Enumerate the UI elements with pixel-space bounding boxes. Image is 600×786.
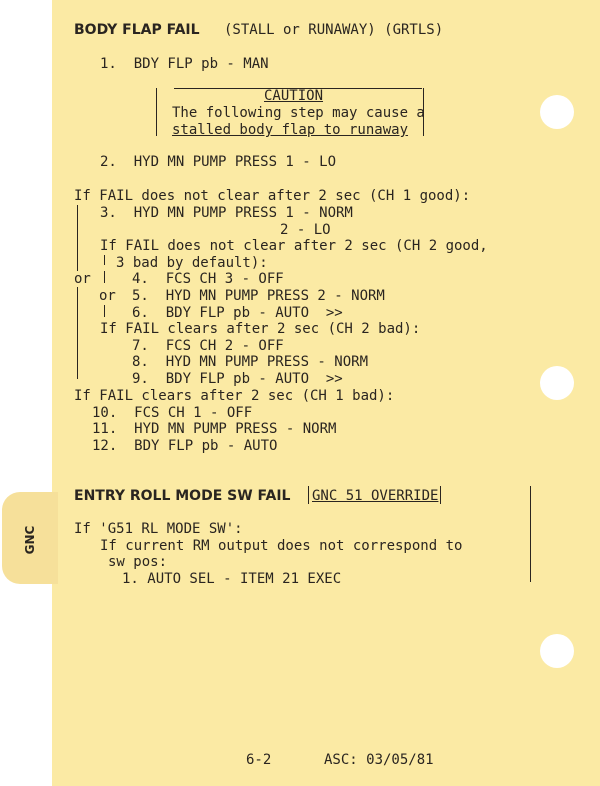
step-5: 5. HYD MN PUMP PRESS 2 - NORM [132, 288, 385, 304]
page-number: 6-2 [246, 752, 272, 768]
bracket-inner-1 [104, 255, 105, 265]
override-reference: GNC 51 OVERRIDE [312, 488, 439, 504]
override-right-bar [440, 486, 441, 504]
caution-line-1: The following step may cause a [172, 105, 425, 121]
step-1: 1. BDY FLP pb - MAN [100, 56, 269, 72]
condition-ch2-bad: If FAIL clears after 2 sec (CH 2 bad): [100, 321, 421, 337]
step-auto-sel: 1. AUTO SEL - ITEM 21 EXEC [122, 571, 342, 587]
condition-ch2-good: If FAIL does not clear after 2 sec (CH 2 good, [100, 238, 488, 254]
step-11: 11. HYD MN PUMP PRESS - NORM [92, 421, 337, 437]
caution-line-2: stalled body flap to runaway [172, 122, 409, 138]
binder-hole-top [540, 95, 574, 129]
step-12: 12. BDY FLP pb - AUTO [92, 438, 278, 454]
step-3: 3. HYD MN PUMP PRESS 1 - NORM [100, 205, 353, 221]
tab-label: GNC [23, 525, 37, 555]
condition-g51: If 'G51 RL MODE SW': [74, 521, 243, 537]
condition-sw-pos: sw pos: [108, 554, 168, 570]
bracket-outer [77, 205, 78, 379]
revision-date: ASC: 03/05/81 [324, 752, 434, 768]
condition-ch1-bad: If FAIL clears after 2 sec (CH 1 bad): [74, 388, 395, 404]
caution-title: CAUTION [264, 88, 324, 104]
step-7: 7. FCS CH 2 - OFF [132, 338, 284, 354]
binder-hole-middle [540, 366, 574, 400]
step-9: 9. BDY FLP pb - AUTO >> [132, 371, 343, 387]
section-title-body-flap-fail: BODY FLAP FAIL [74, 22, 200, 38]
override-left-bar [308, 486, 309, 504]
bracket-inner-2 [104, 271, 105, 283]
step-6: 6. BDY FLP pb - AUTO >> [132, 305, 343, 321]
step-10: 10. FCS CH 1 - OFF [92, 405, 253, 421]
change-bar-right [530, 486, 531, 582]
step-2: 2. HYD MN PUMP PRESS 1 - LO [100, 154, 337, 170]
step-4: 4. FCS CH 3 - OFF [132, 271, 284, 287]
section-qualifier: (STALL or RUNAWAY) (GRTLS) [224, 22, 444, 38]
bracket-inner-3 [104, 305, 105, 317]
condition-ch1-good: If FAIL does not clear after 2 sec (CH 1 good): [74, 188, 471, 204]
step-8: 8. HYD MN PUMP PRESS - NORM [132, 354, 369, 370]
step-3-continued: 2 - LO [280, 222, 331, 238]
condition-rm-output: If current RM output does not correspond to [100, 538, 463, 554]
or-connector-left: or [74, 271, 91, 287]
section-title-roll-mode: ENTRY ROLL MODE SW FAIL [74, 488, 291, 504]
ch3-bad-note: 3 bad by default): [116, 255, 268, 271]
or-connector-middle: or [99, 288, 116, 304]
binder-hole-bottom [540, 634, 574, 668]
